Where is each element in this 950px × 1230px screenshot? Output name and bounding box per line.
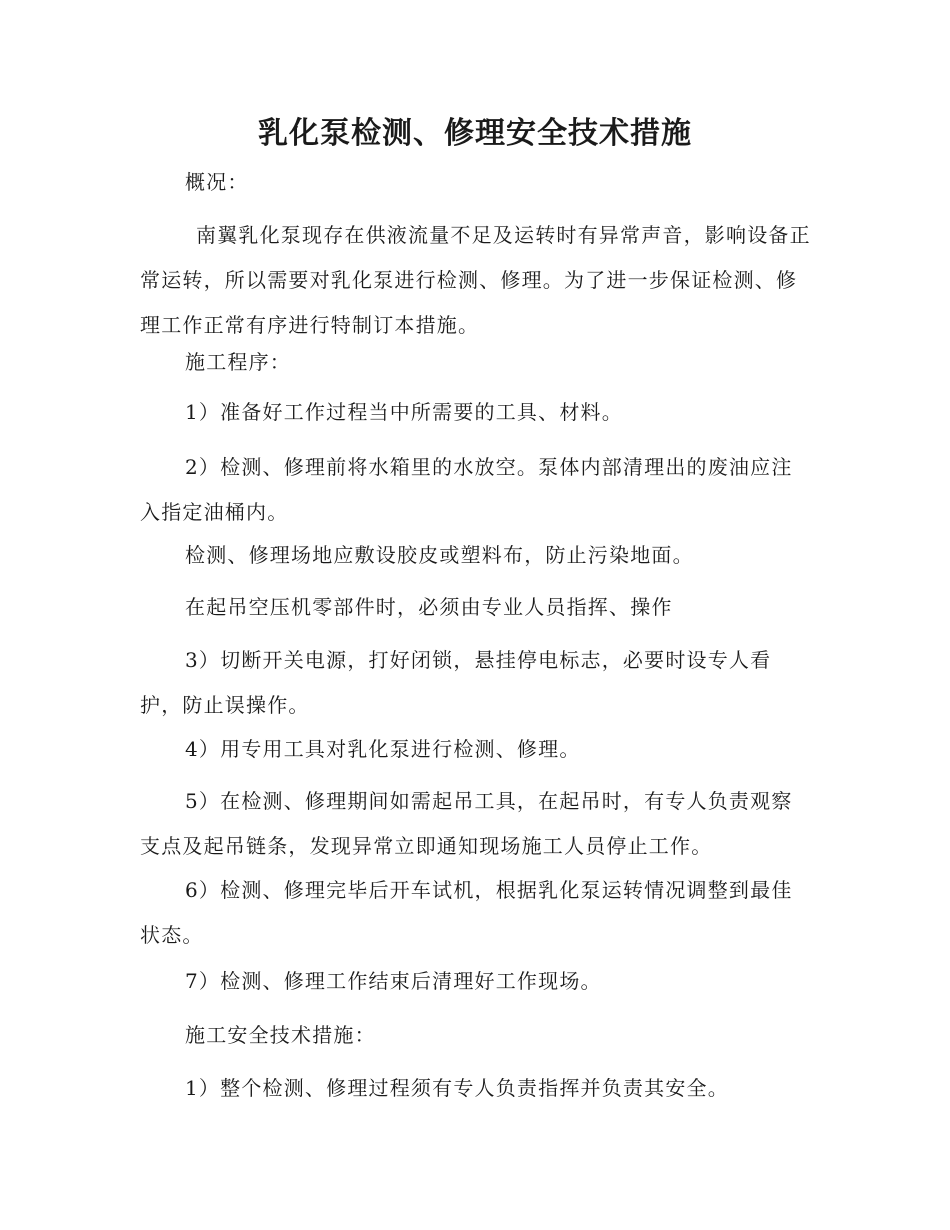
procedure-step-5: 5）在检测、修理期间如需起吊工具，在起吊时，有专人负责观察支点及起吊链条，发现异常立即通知现场施工人员停止工作。 (140, 789, 793, 858)
procedure-step-6: 6）检测、修理完毕后开车试机，根据乳化泵运转情况调整到最佳状态。 (140, 878, 793, 947)
procedure-step-2-note-ground: 检测、修理场地应敷设胶皮或塑料布，防止污染地面。 (185, 543, 694, 567)
procedure-heading: 施工程序： (185, 350, 291, 374)
procedure-step-7: 7）检测、修理工作结束后清理好工作现场。 (185, 969, 602, 993)
procedure-step-2-note-lifting: 在起吊空压机零部件时，必须由专业人员指挥、操作 (185, 595, 673, 619)
procedure-step-4: 4）用专用工具对乳化泵进行检测、修理。 (185, 737, 581, 761)
procedure-step-1: 1）准备好工作过程当中所需要的工具、材料。 (185, 400, 623, 424)
overview-heading: 概况： (185, 170, 249, 194)
safety-heading: 施工安全技术措施： (185, 1023, 376, 1047)
safety-measure-1: 1）整个检测、修理过程须有专人负责指挥并负责其安全。 (185, 1076, 729, 1100)
procedure-step-2: 2）检测、修理前将水箱里的水放空。泵体内部清理出的废油应注入指定油桶内。 (140, 455, 793, 524)
overview-paragraph: 南翼乳化泵现存在供液流量不足及运转时有异常声音，影响设备正常运转，所以需要对乳化泵进行检测、修理。为了进一步保证检测、修理工作正常有序进行特制订本措施。 (140, 223, 811, 337)
document-title: 乳化泵检测、修理安全技术措施 (258, 116, 692, 151)
procedure-step-3: 3）切断开关电源，打好闭锁，悬挂停电标志，必要时设专人看护，防止误操作。 (140, 648, 772, 717)
